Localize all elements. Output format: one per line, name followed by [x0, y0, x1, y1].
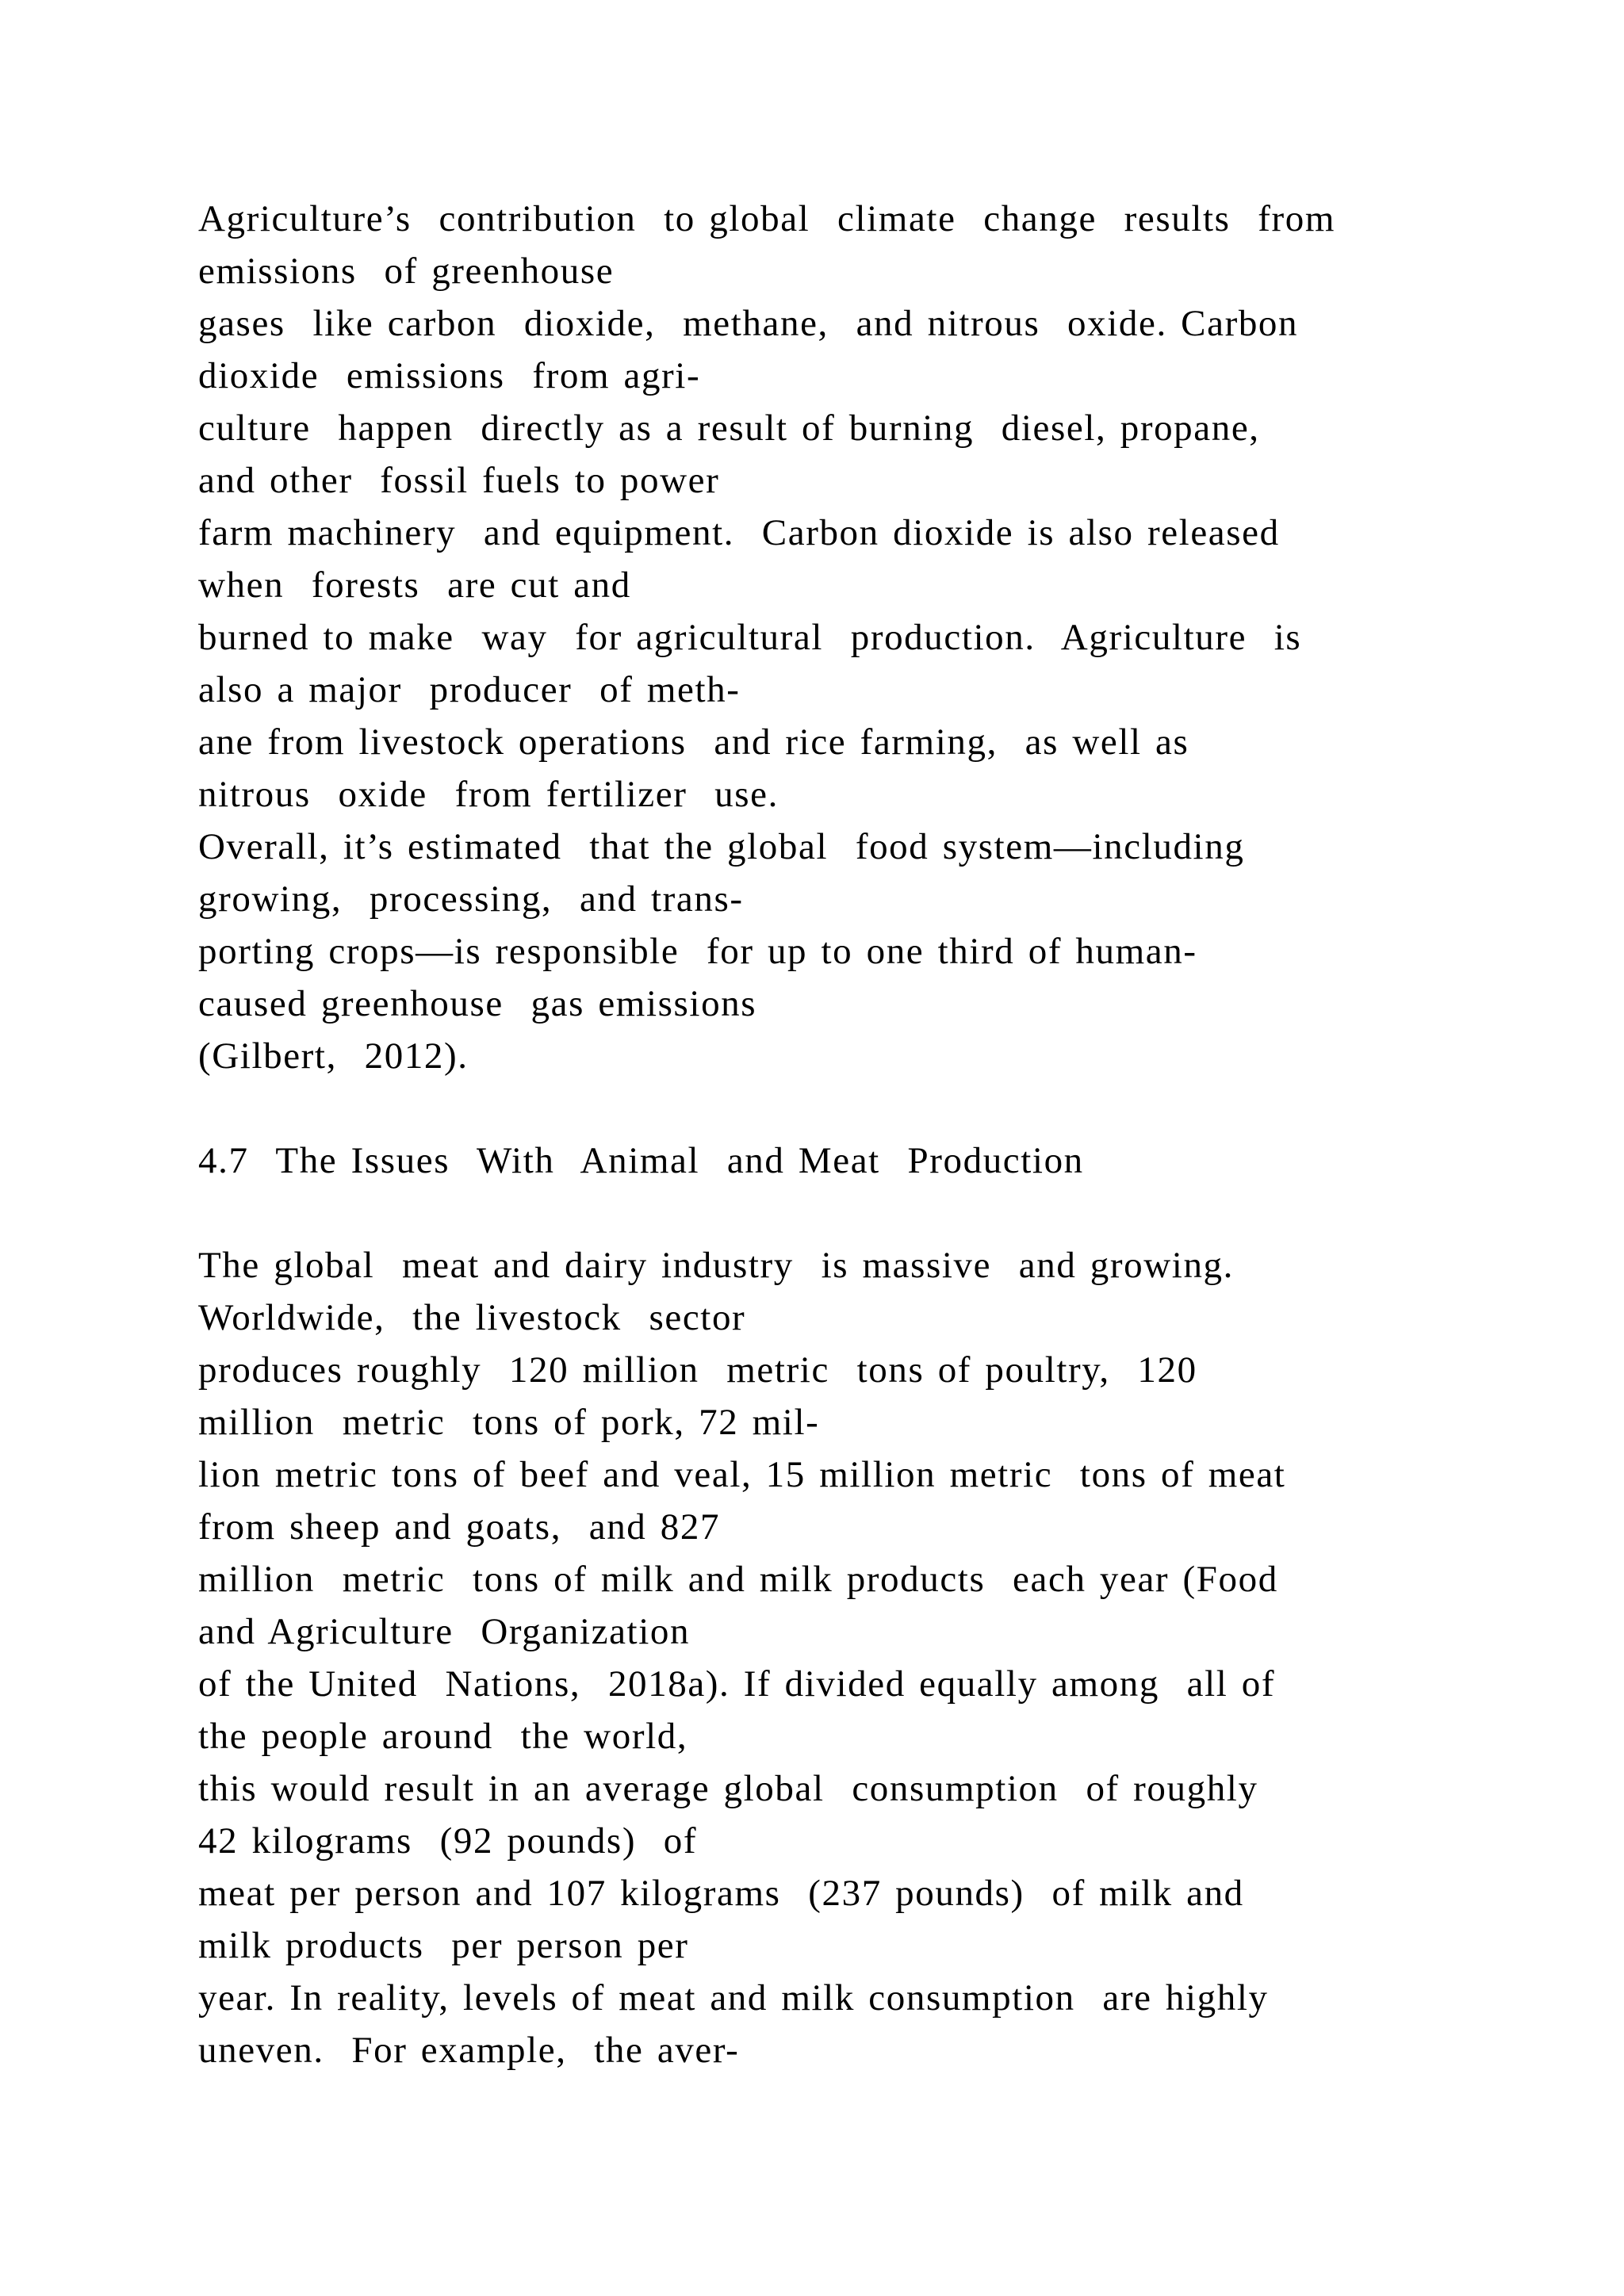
blank-line: [198, 1082, 1451, 1135]
blank-line: [198, 1187, 1451, 1239]
text-line: when forests are cut and: [198, 564, 631, 606]
text-line: growing, processing, and trans-: [198, 878, 744, 920]
body-text: [198, 193, 1451, 2076]
text-line: caused greenhouse gas emissions: [198, 983, 757, 1024]
text-line: the people around the world,: [198, 1716, 688, 1757]
text-line: gases like carbon dioxide, methane, and nitrous oxide. Carbon: [198, 303, 1299, 344]
text-line: uneven. For example, the aver-: [198, 2030, 740, 2071]
text-line: Agriculture’s contribution to global climate change results from: [198, 198, 1335, 239]
text-line: and Agriculture Organization: [198, 1611, 691, 1652]
text-line: lion metric tons of beef and veal, 15 million metric tons of meat: [198, 1454, 1286, 1495]
text-line: 42 kilograms (92 pounds) of: [198, 1820, 698, 1862]
text-line: million metric tons of milk and milk products each year (Food: [198, 1559, 1278, 1600]
text-line: million metric tons of pork, 72 mil-: [198, 1402, 820, 1443]
text-line: burned to make way for agricultural production. Agriculture is: [198, 617, 1302, 658]
text-line: culture happen directly as a result of burning diesel, propane,: [198, 408, 1260, 449]
text-line: porting crops—is responsible for up to one third of human-: [198, 931, 1197, 972]
text-line: from sheep and goats, and 827: [198, 1506, 721, 1548]
text-line: this would result in an average global consumption of roughly: [198, 1768, 1258, 1809]
text-line: The global meat and dairy industry is massive and growing.: [198, 1245, 1235, 1286]
text-line: meat per person and 107 kilograms (237 pounds) of milk and: [198, 1873, 1244, 1914]
text-line: farm machinery and equipment. Carbon dioxide is also released: [198, 512, 1280, 553]
text-line: milk products per person per: [198, 1925, 689, 1966]
text-line: dioxide emissions from agri-: [198, 355, 701, 396]
text-line: nitrous oxide from fertilizer use.: [198, 774, 779, 815]
text-line: ane from livestock operations and rice farming, as well as: [198, 721, 1189, 763]
text-line: emissions of greenhouse: [198, 251, 615, 292]
text-line: year. In reality, levels of meat and milk consumption are highly: [198, 1977, 1269, 2019]
citation-line: (Gilbert, 2012).: [198, 1035, 469, 1077]
text-line: Overall, it’s estimated that the global food system—including: [198, 826, 1245, 867]
section-heading: 4.7 The Issues With Animal and Meat Production: [198, 1140, 1084, 1181]
text-line: Worldwide, the livestock sector: [198, 1297, 746, 1338]
text-line: produces roughly 120 million metric tons of poultry, 120: [198, 1349, 1197, 1391]
text-line: and other fossil fuels to power: [198, 460, 720, 501]
text-line: of the United Nations, 2018a). If divided equally among all of: [198, 1663, 1276, 1705]
text-line: also a major producer of meth-: [198, 669, 741, 710]
